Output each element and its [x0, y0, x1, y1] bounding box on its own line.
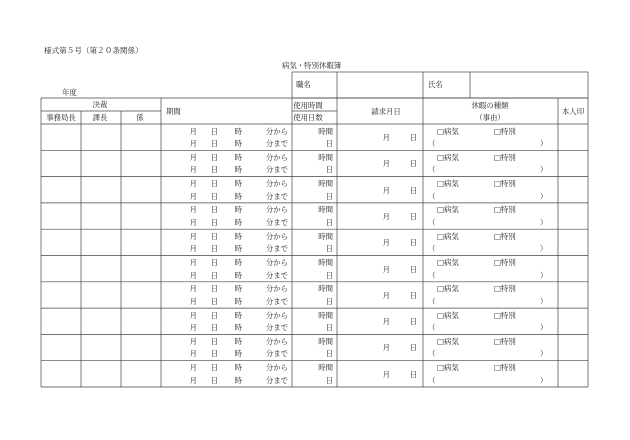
period-from-month-label: 月	[189, 363, 197, 373]
period-from-hour-label: 時	[234, 205, 242, 215]
hours-used-unit: 時間	[318, 126, 333, 136]
request-day-label: 日	[409, 264, 417, 274]
special-leave-checkbox: □特別	[494, 126, 516, 136]
period-to-hour-label: 時	[234, 165, 242, 175]
period-from-minute-label: 分から	[265, 205, 288, 215]
period-to-day-label: 日	[210, 244, 218, 254]
request-day-label: 日	[409, 159, 417, 169]
days-used-unit: 日	[325, 270, 333, 280]
period-from-day-label: 日	[210, 179, 218, 189]
period-to-month-label: 月	[189, 323, 197, 333]
period-from-hour-label: 時	[234, 231, 242, 241]
period-to-minute-label: 分まで	[265, 349, 288, 359]
special-leave-checkbox: □特別	[494, 284, 516, 294]
request-month-label: 月	[382, 159, 390, 169]
days-used-header: 使用日数	[293, 113, 323, 122]
period-to-day-label: 日	[210, 349, 218, 359]
period-from-month-label: 月	[189, 310, 197, 320]
days-used-unit: 日	[325, 244, 333, 254]
period-from-day-label: 日	[210, 310, 218, 320]
reason-open-paren: （	[428, 296, 436, 306]
special-leave-checkbox: □特別	[494, 310, 516, 320]
sick-leave-checkbox: □病気	[437, 336, 459, 346]
period-from-minute-label: 分から	[265, 126, 288, 136]
request-day-label: 日	[409, 133, 417, 142]
seal-header: 本人印	[561, 107, 585, 116]
days-used-unit: 日	[325, 375, 333, 385]
period-to-month-label: 月	[189, 191, 197, 201]
period-to-day-label: 日	[210, 217, 218, 227]
fiscal-year-label: 年度	[62, 88, 77, 97]
period-from-minute-label: 分から	[265, 310, 288, 320]
reason-header: （事由）	[475, 113, 505, 122]
period-to-hour-label: 時	[234, 217, 242, 227]
period-to-minute-label: 分まで	[265, 139, 288, 148]
reason-close-paren: ）	[540, 139, 548, 148]
period-from-minute-label: 分から	[265, 152, 288, 162]
period-from-month-label: 月	[189, 336, 197, 346]
days-used-unit: 日	[325, 349, 333, 359]
page-title: 病気・特別休暇簿	[282, 61, 342, 70]
approval-director-header: 事務局長	[46, 113, 76, 122]
reason-open-paren: （	[428, 191, 436, 201]
request-day-label: 日	[409, 211, 417, 221]
request-day-label: 日	[409, 238, 417, 248]
reason-open-paren: （	[428, 375, 436, 385]
period-to-hour-label: 時	[234, 270, 242, 280]
period-to-minute-label: 分まで	[265, 270, 288, 280]
period-to-month-label: 月	[189, 296, 197, 306]
sick-leave-checkbox: □病気	[437, 363, 459, 373]
period-to-minute-label: 分まで	[265, 217, 288, 227]
period-from-day-label: 日	[210, 363, 218, 373]
request-month-label: 月	[382, 317, 390, 327]
period-to-month-label: 月	[189, 165, 197, 175]
request-month-label: 月	[382, 343, 390, 353]
reason-open-paren: （	[428, 165, 436, 175]
request-day-label: 日	[409, 369, 417, 379]
period-from-hour-label: 時	[234, 284, 242, 294]
period-from-month-label: 月	[189, 179, 197, 189]
days-used-unit: 日	[325, 165, 333, 175]
period-from-hour-label: 時	[234, 336, 242, 346]
days-used-unit: 日	[325, 323, 333, 333]
period-from-minute-label: 分から	[265, 179, 288, 189]
sick-leave-checkbox: □病気	[437, 205, 459, 215]
sick-leave-checkbox: □病気	[437, 310, 459, 320]
period-to-day-label: 日	[210, 296, 218, 306]
period-to-month-label: 月	[189, 244, 197, 254]
request-month-label: 月	[382, 369, 390, 379]
reason-close-paren: ）	[540, 270, 548, 280]
period-from-minute-label: 分から	[265, 363, 288, 373]
reason-open-paren: （	[428, 349, 436, 359]
leave-type-header: 休暇の種類	[471, 101, 509, 110]
special-leave-checkbox: □特別	[494, 152, 516, 162]
reason-open-paren: （	[428, 270, 436, 280]
time-used-header: 使用時間	[293, 101, 323, 110]
job-title-label: 職名	[296, 80, 311, 89]
request-day-label: 日	[409, 317, 417, 327]
hours-used-unit: 時間	[318, 179, 333, 189]
period-to-month-label: 月	[189, 349, 197, 359]
reason-close-paren: ）	[540, 296, 548, 306]
period-from-minute-label: 分から	[265, 258, 288, 267]
reason-open-paren: （	[428, 139, 436, 148]
sick-leave-checkbox: □病気	[437, 284, 459, 294]
reason-open-paren: （	[428, 217, 436, 227]
period-to-hour-label: 時	[234, 296, 242, 306]
approval-staff-header: 係	[136, 113, 144, 122]
hours-used-unit: 時間	[318, 363, 333, 373]
special-leave-checkbox: □特別	[494, 336, 516, 346]
period-to-month-label: 月	[189, 270, 197, 280]
period-to-day-label: 日	[210, 323, 218, 333]
period-to-day-label: 日	[210, 191, 218, 201]
period-to-hour-label: 時	[234, 191, 242, 201]
period-from-hour-label: 時	[234, 126, 242, 136]
request-date-header: 請求月日	[371, 107, 401, 116]
period-from-month-label: 月	[189, 152, 197, 162]
period-to-hour-label: 時	[234, 349, 242, 359]
period-to-hour-label: 時	[234, 375, 242, 385]
reason-open-paren: （	[428, 323, 436, 333]
period-from-minute-label: 分から	[265, 284, 288, 294]
request-month-label: 月	[382, 290, 390, 300]
period-from-hour-label: 時	[234, 310, 242, 320]
period-to-hour-label: 時	[234, 323, 242, 333]
period-from-month-label: 月	[189, 231, 197, 241]
period-to-minute-label: 分まで	[265, 375, 288, 385]
period-to-month-label: 月	[189, 375, 197, 385]
sick-leave-checkbox: □病気	[437, 179, 459, 189]
hours-used-unit: 時間	[318, 284, 333, 294]
period-to-minute-label: 分まで	[265, 296, 288, 306]
days-used-unit: 日	[325, 139, 333, 148]
period-from-minute-label: 分から	[265, 336, 288, 346]
hours-used-unit: 時間	[318, 152, 333, 162]
special-leave-checkbox: □特別	[494, 205, 516, 215]
request-month-label: 月	[382, 211, 390, 221]
reason-close-paren: ）	[540, 165, 548, 175]
period-to-minute-label: 分まで	[265, 191, 288, 201]
period-to-minute-label: 分まで	[265, 323, 288, 333]
sick-leave-checkbox: □病気	[437, 152, 459, 162]
reason-open-paren: （	[428, 244, 436, 254]
special-leave-checkbox: □特別	[494, 258, 516, 267]
request-day-label: 日	[409, 185, 417, 195]
period-to-day-label: 日	[210, 375, 218, 385]
period-to-day-label: 日	[210, 165, 218, 175]
hours-used-unit: 時間	[318, 231, 333, 241]
reason-close-paren: ）	[540, 349, 548, 359]
special-leave-checkbox: □特別	[494, 179, 516, 189]
period-from-hour-label: 時	[234, 179, 242, 189]
special-leave-checkbox: □特別	[494, 231, 516, 241]
sick-leave-checkbox: □病気	[437, 258, 459, 267]
request-day-label: 日	[409, 290, 417, 300]
request-month-label: 月	[382, 238, 390, 248]
hours-used-unit: 時間	[318, 205, 333, 215]
period-to-day-label: 日	[210, 270, 218, 280]
period-to-minute-label: 分まで	[265, 165, 288, 175]
reason-close-paren: ）	[540, 375, 548, 385]
request-month-label: 月	[382, 133, 390, 142]
period-from-hour-label: 時	[234, 152, 242, 162]
period-from-month-label: 月	[189, 284, 197, 294]
period-to-month-label: 月	[189, 217, 197, 227]
period-to-month-label: 月	[189, 139, 197, 148]
hours-used-unit: 時間	[318, 336, 333, 346]
sick-leave-checkbox: □病気	[437, 126, 459, 136]
period-from-day-label: 日	[210, 258, 218, 267]
period-to-hour-label: 時	[234, 244, 242, 254]
approval-header: 決裁	[92, 100, 108, 109]
sick-leave-checkbox: □病気	[437, 231, 459, 241]
reason-close-paren: ）	[540, 191, 548, 201]
period-from-day-label: 日	[210, 126, 218, 136]
period-from-minute-label: 分から	[265, 231, 288, 241]
reason-close-paren: ）	[540, 323, 548, 333]
request-month-label: 月	[382, 185, 390, 195]
period-to-minute-label: 分まで	[265, 244, 288, 254]
period-from-month-label: 月	[189, 126, 197, 136]
period-from-month-label: 月	[189, 258, 197, 267]
period-to-hour-label: 時	[234, 139, 242, 148]
name-label: 氏名	[428, 80, 443, 89]
period-from-day-label: 日	[210, 205, 218, 215]
approval-section-chief-header: 課長	[92, 113, 108, 122]
days-used-unit: 日	[325, 217, 333, 227]
days-used-unit: 日	[325, 296, 333, 306]
period-from-hour-label: 時	[234, 258, 242, 267]
period-from-hour-label: 時	[234, 363, 242, 373]
days-used-unit: 日	[325, 191, 333, 201]
period-header: 期間	[166, 107, 181, 116]
period-from-month-label: 月	[189, 205, 197, 215]
period-from-day-label: 日	[210, 336, 218, 346]
hours-used-unit: 時間	[318, 258, 333, 267]
period-from-day-label: 日	[210, 284, 218, 294]
period-from-day-label: 日	[210, 152, 218, 162]
special-leave-checkbox: □特別	[494, 363, 516, 373]
form-number-label: 様式第５号（第２０条関係）	[44, 46, 143, 55]
request-month-label: 月	[382, 264, 390, 274]
period-from-day-label: 日	[210, 231, 218, 241]
request-day-label: 日	[409, 343, 417, 353]
hours-used-unit: 時間	[318, 310, 333, 320]
reason-close-paren: ）	[540, 244, 548, 254]
period-to-day-label: 日	[210, 139, 218, 148]
reason-close-paren: ）	[540, 217, 548, 227]
